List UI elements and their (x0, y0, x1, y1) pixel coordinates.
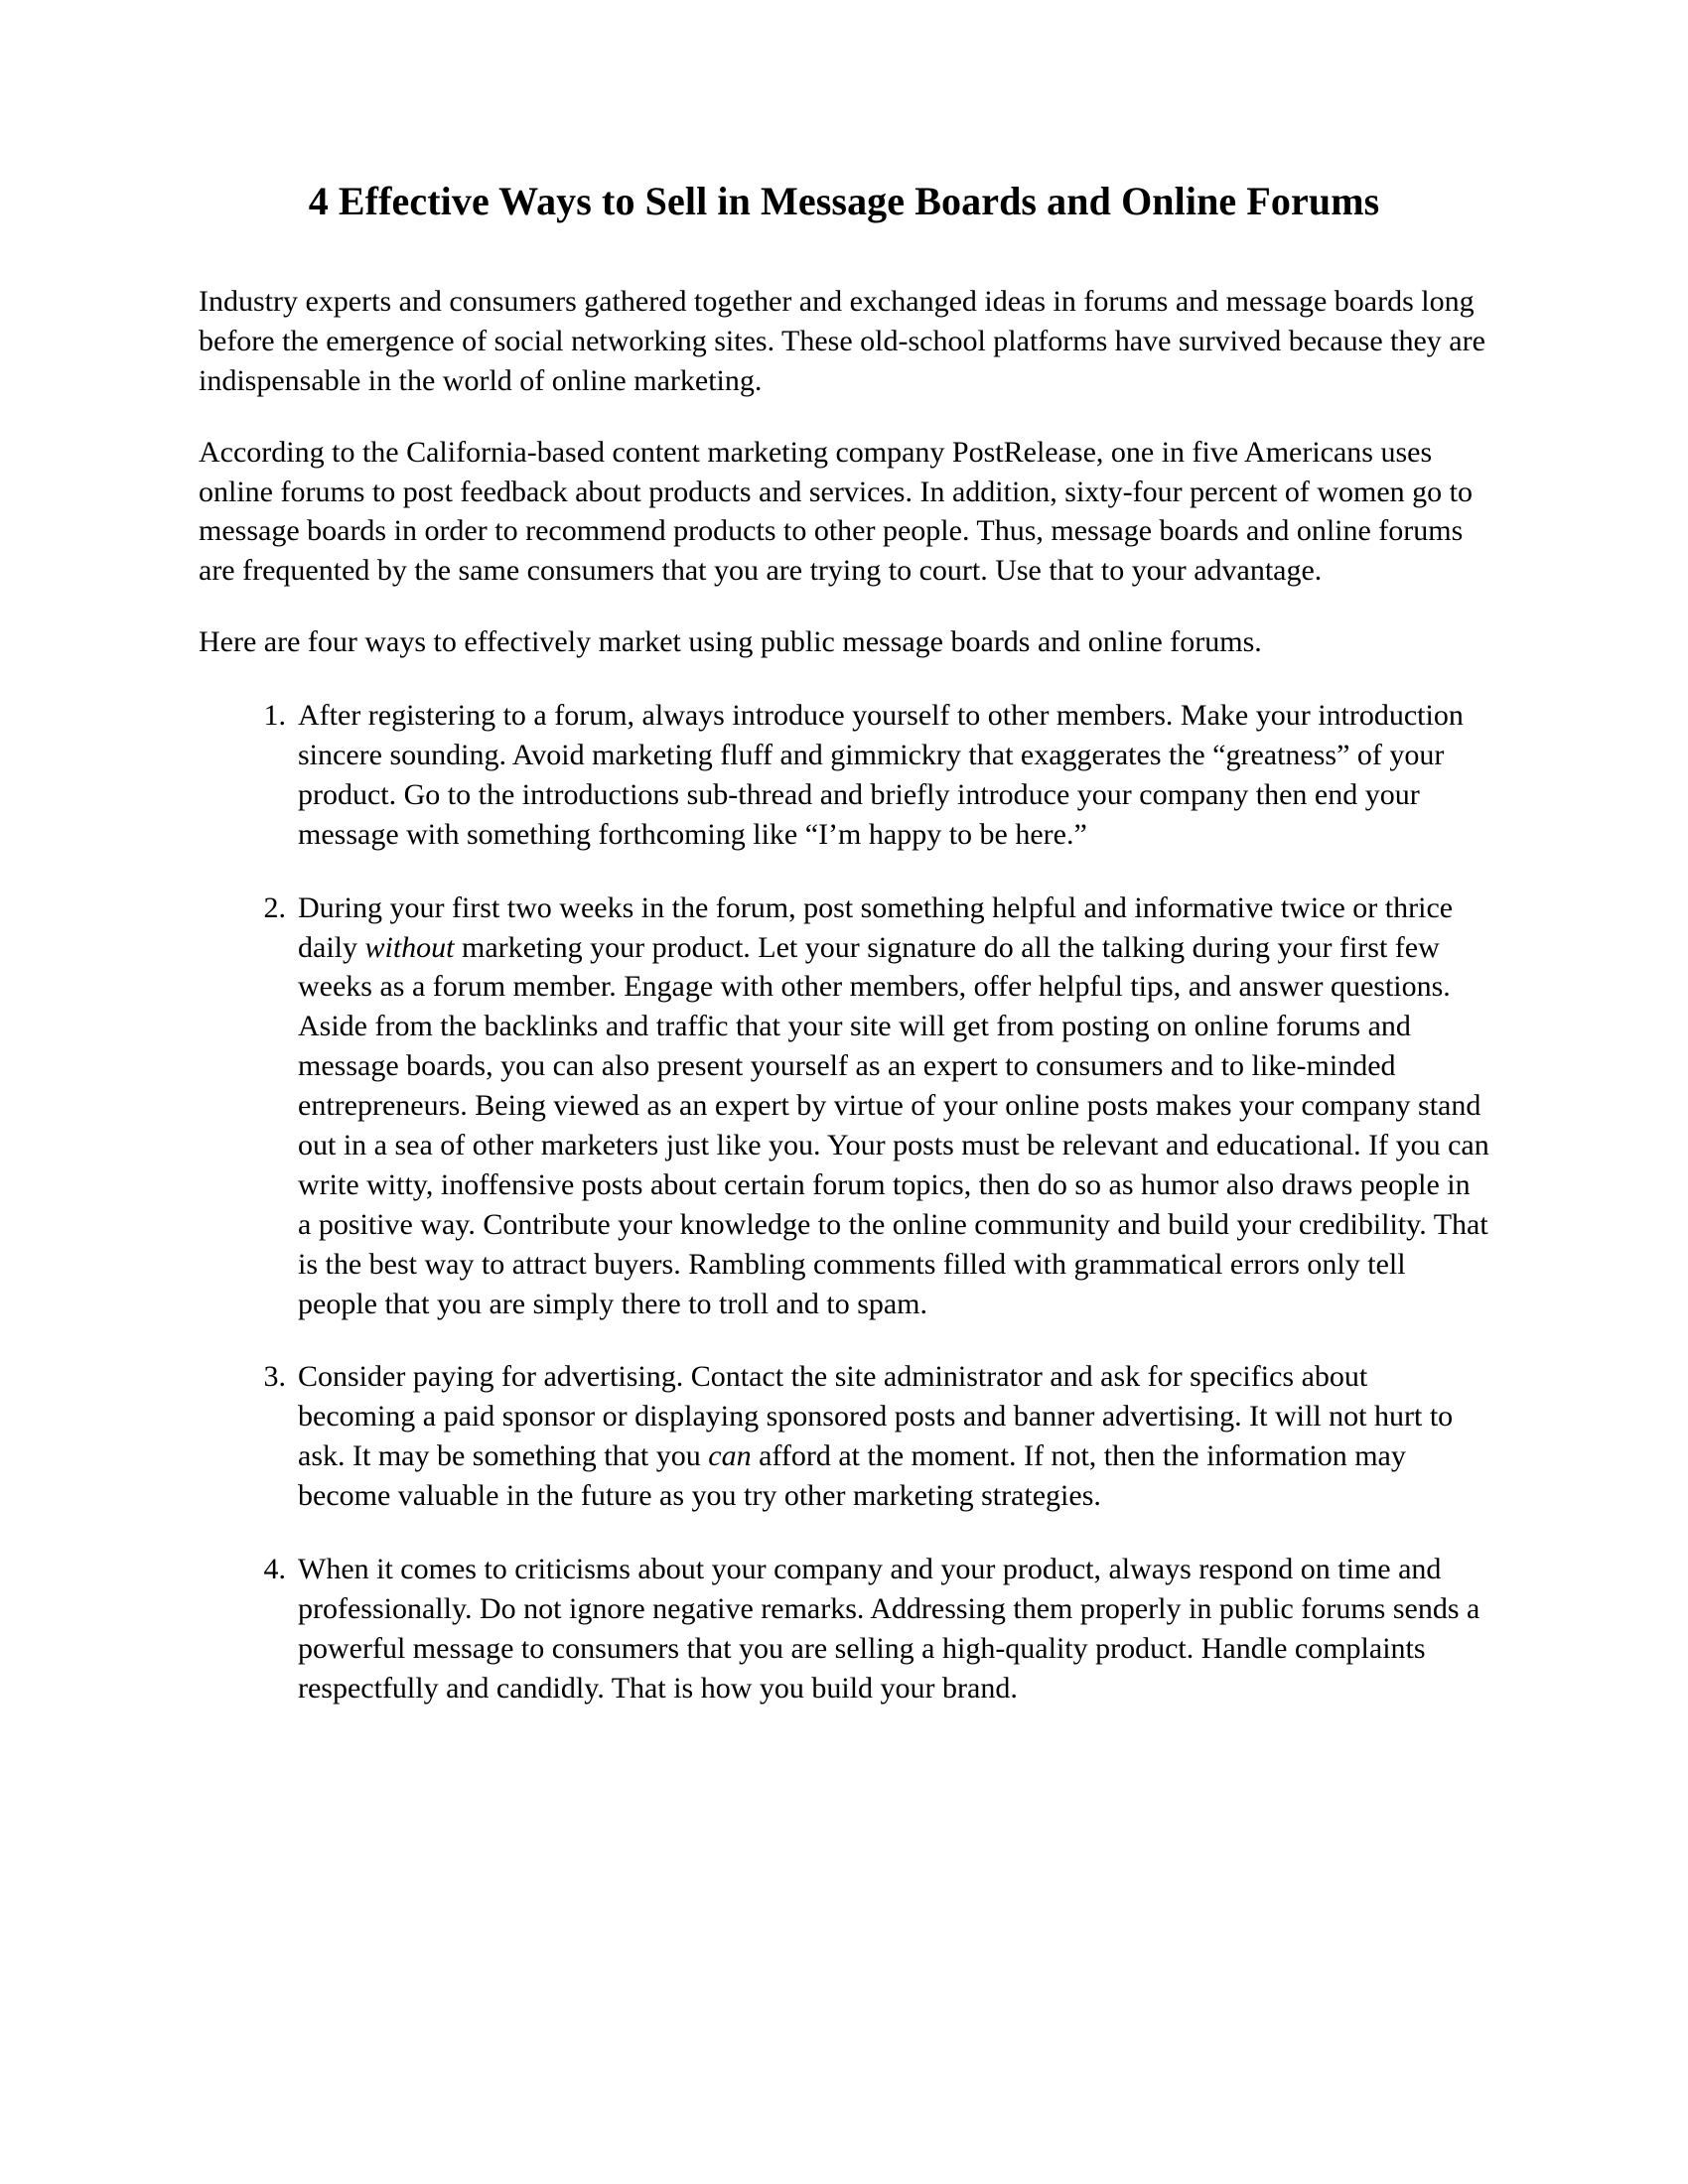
list-item-text: When it comes to criticisms about your company and your product, always respond on time and professionally. Do not ignore negative remarks. Addressing them properly in public forums sends a powerful message to consumers that you are selling a high-quality product. Handle complaints respectfully and candidly. That is how you build your brand. (298, 1553, 1480, 1705)
page-title: 4 Effective Ways to Sell in Message Boards and Online Forums (308, 179, 1380, 223)
list-item-marker: 3. (263, 1360, 286, 1394)
list-item (199, 1550, 1489, 1708)
list-item-text: After registering to a forum, always introduce yourself to other members. Make your introduction sincere sounding. Avoid marketing fluff and gimmickry that exaggerates the “greatness” of your product. Go to the introductions sub-thread and briefly introduce your company then end your message with something forthcoming like “I’m happy to be here.” (298, 699, 1464, 851)
list-item-marker: 2. (263, 890, 286, 924)
document-content (199, 179, 1489, 1708)
intro-paragraph-2: According to the California-based content marketing company PostRelease, one in five Americans uses online forums to post feedback about products and services. In addition, sixty-four percent of women go to message boards in order to recommend products to other people. Thus, message boards and online forums are frequented by the same consumers that you are trying to court. Use that to your advantage. (199, 435, 1474, 588)
list-item-text: During your first two weeks in the forum, post something helpful and informative twice or thrice daily without marketing your product. Let your signature do all the talking during your first few weeks as a forum member. Engage with other members, offer helpful tips, and answer questions. Aside from the backlinks and traffic that your site will get from posting on online forums and message boards, you can also present yourself as an expert to consumers and to like-minded entrepreneurs. Being viewed as an expert by virtue of your online posts makes your company stand out in a sea of other marketers just like you. Your posts must be relevant and educational. If you can write witty, inoffensive posts about certain forum topics, then do so as humor also draws people in a positive way. Contribute your knowledge to the online community and build your credibility. That is the best way to attract buyers. Rambling comments filled with grammatical errors only tell people that you are simply there to troll and to spam. (298, 890, 1489, 1320)
list-item-text: Consider paying for advertising. Contact the site administrator and ask for specifics about becoming a paid sponsor or displaying sponsored posts and banner advertising. It will not hurt to ask. It may be something that you can afford at the moment. If not, then the information may become valuable in the future as you try other marketing strategies. (298, 1360, 1454, 1513)
intro-paragraph-3: Here are four ways to effectively market using public message boards and online forums. (199, 625, 1262, 659)
intro-paragraph-1: Industry experts and consumers gathered together and exchanged ideas in forums and message boards long before the emergence of social networking sites. These old-school platforms have survived because they are indispensable in the world of online marketing. (199, 285, 1485, 397)
list-item-marker: 1. (263, 699, 286, 733)
list-item (199, 888, 1489, 1324)
list-item-marker: 4. (263, 1553, 286, 1586)
numbered-list (199, 696, 1489, 1707)
list-item (199, 1357, 1489, 1516)
list-item (199, 696, 1489, 855)
